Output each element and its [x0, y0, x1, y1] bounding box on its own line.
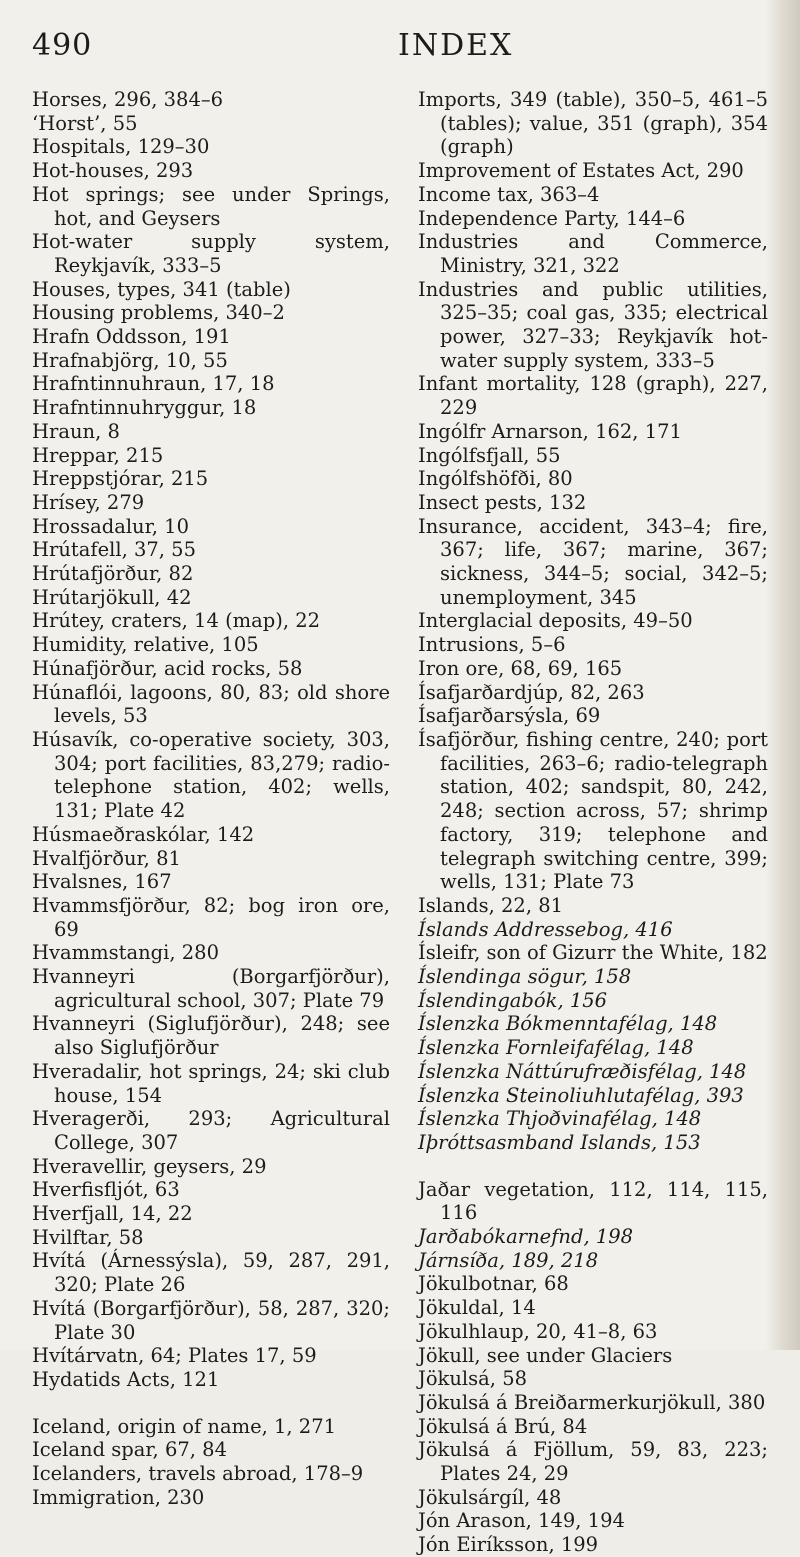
index-entry: Industries and Commerce, Ministry, 321, 322 [418, 230, 768, 277]
index-entry: Insurance, accident, 343–4; fire, 367; life, 367; marine, 367; sickness, 344–5; social, 342–5; unemployment, 345 [418, 514, 768, 609]
index-entry: Hveradalir, hot springs, 24; ski club house, 154 [32, 1059, 390, 1107]
index-entry: Hvanneyri (Siglufjörður), 248; see also Siglufjörður [32, 1012, 390, 1060]
index-entry: Íslenzka Bókmenntafélag, 148 [418, 1012, 718, 1036]
index-entry: Ísafjarðardjúp, 82, 263 [418, 680, 645, 704]
index-entry: Jökulbotnar, 68 [418, 1272, 569, 1296]
index-entry: Hrossadalur, 10 [32, 514, 189, 538]
index-entry: Hvanneyri (Borgarfjörður), agricultural school, 307; Plate 79 [32, 965, 390, 1012]
index-entry: Iceland, origin of name, 1, 271 [32, 1414, 337, 1438]
index-entry: Íslenzka Náttúrufræðisfélag, 148 [418, 1059, 747, 1083]
index-entry: Íslenzka Thjoðvinafélag, 148 [418, 1107, 702, 1131]
page-number: 490 [32, 28, 93, 63]
index-entry: Ísafjörður, fishing centre, 240; port facilities, 263–6; radio-telegraph station, 402; sandspit, 80, 242, 248; section across, 57; shrimp factory, 319; telephone and telegraph switching centre, 399; wells, 131; Plate 73 [418, 727, 768, 894]
index-entry: Hrútey, craters, 14 (map), 22 [32, 609, 321, 633]
index-entry: Hrútafjörður, 82 [32, 562, 194, 586]
index-entry: Hveragerði, 293; Agricultural College, 307 [32, 1107, 390, 1154]
index-entry: Humidity, relative, 105 [32, 633, 259, 657]
index-entry: Hvammsfjörður, 82; bog iron ore, 69 [32, 893, 390, 941]
index-entry: Improvement of Estates Act, 290 [418, 159, 744, 183]
index-entry: Interglacial deposits, 49–50 [418, 609, 693, 633]
index-entry: Jökulsá á Fjöllum, 59, 83, 223; Plates 24, 29 [418, 1438, 768, 1486]
index-entry: Jökuldal, 14 [418, 1296, 536, 1320]
index-entry: Hrútarjökull, 42 [32, 585, 192, 609]
index-entry: Hvítá (Árnessýsla), 59, 287, 291, 320; Plate 26 [32, 1249, 390, 1297]
index-entry: Houses, types, 341 (table) [32, 277, 291, 301]
page-edge-shadow [766, 0, 800, 1350]
index-entry: Jökulsárgíl, 48 [418, 1485, 562, 1509]
index-entry: Jarðabókarnefnd, 198 [418, 1225, 634, 1249]
index-entry: Íslendinga sögur, 158 [418, 965, 632, 989]
index-entry: Hrafnabjörg, 10, 55 [32, 348, 228, 372]
index-entry: Hot springs; see under Springs, hot, and Geysers [32, 182, 390, 230]
index-entry: Hverfisfljót, 63 [32, 1178, 180, 1202]
index-entry: Ísleifr, son of Gizurr the White, 182 [418, 941, 768, 965]
index-entry: Hvilftar, 58 [32, 1225, 144, 1249]
index-entry: Iron ore, 68, 69, 165 [418, 656, 623, 680]
index-entry: Járnsíða, 189, 218 [418, 1248, 599, 1272]
index-entry: Islands, 22, 81 [418, 893, 564, 917]
index-entry: Húsavík, co-operative society, 303, 304; port facilities, 83,279; radio-telephone station, 402; wells, 131; Plate 42 [32, 727, 390, 823]
index-entry: Hvammstangi, 280 [32, 941, 219, 965]
index-entry: Imports, 349 (table), 350–5, 461–5 (tables); value, 351 (graph), 354 (graph) [418, 88, 768, 159]
page-header [0, 28, 800, 68]
index-entry: Jökulsá, 58 [418, 1367, 528, 1391]
index-entry: Icelanders, travels abroad, 178–9 [32, 1462, 364, 1486]
index-entry: Ingólfsfjall, 55 [418, 443, 561, 467]
index-entry: Jökulsá á Breiðarmerkurjökull, 380 [418, 1390, 766, 1414]
index-entry: Hospitals, 129–30 [32, 135, 210, 159]
index-entry: Ingólfr Arnarson, 162, 171 [418, 419, 682, 443]
index-entry: Hvítá (Borgarfjörður), 58, 287, 320; Plate 30 [32, 1296, 390, 1344]
index-entry: Independence Party, 144–6 [418, 206, 686, 230]
index-entry: Jón Arason, 149, 194 [418, 1509, 625, 1533]
running-title: INDEX [398, 28, 514, 63]
index-entry: Húsmaeðraskólar, 142 [32, 822, 255, 846]
index-entry: ‘Horst’, 55 [32, 111, 138, 135]
index-entry: Hreppar, 215 [32, 443, 164, 467]
index-entry: Húnafjörður, acid rocks, 58 [32, 656, 303, 680]
index-entry: Íslendingabók, 156 [418, 988, 608, 1012]
index-entry: Íslenzka Fornleifafélag, 148 [418, 1036, 694, 1060]
index-entry: Jökulhlaup, 20, 41–8, 63 [418, 1319, 658, 1343]
index-entry: Hot-houses, 293 [32, 159, 194, 183]
index-entry: Húnaflói, lagoons, 80, 83; old shore levels, 53 [32, 680, 390, 728]
index-entry: Íslenzka Steinoliuhlutafélag, 393 [418, 1083, 744, 1107]
index-entry: Iþróttsasmband Islands, 153 [418, 1130, 701, 1154]
index-entry: Jaðar vegetation, 112, 114, 115, 116 [418, 1177, 768, 1225]
index-entry: Ingólfshöfði, 80 [418, 467, 573, 491]
index-entry: Insect pests, 132 [418, 490, 587, 514]
index-entry: Hydatids Acts, 121 [32, 1367, 220, 1391]
index-entry: Horses, 296, 384–6 [32, 88, 224, 111]
index-entry: Iceland spar, 67, 84 [32, 1438, 227, 1462]
index-entry: Hrafntinnuhryggur, 18 [32, 396, 257, 420]
index-entry: Hvítárvatn, 64; Plates 17, 59 [32, 1344, 317, 1368]
index-entry: Ísafjarðarsýsla, 69 [418, 704, 601, 728]
index-entry: Hot-water supply system, Reykjavík, 333–5 [32, 230, 390, 277]
index-entry: Hveravellir, geysers, 29 [32, 1154, 267, 1178]
index-entry: Intrusions, 5–6 [418, 633, 566, 657]
index-entry: Housing problems, 340–2 [32, 301, 285, 325]
index-entry: Jökulsá á Brú, 84 [418, 1414, 588, 1438]
index-entry: Hrútafell, 37, 55 [32, 538, 196, 562]
index-entry: Immigration, 230 [32, 1485, 205, 1509]
index-entry: Industries and public utilities, 325–35; coal gas, 335; electrical power, 327–33; Reykjavík hot-water supply system, 333–5 [418, 277, 768, 372]
index-entry: Income tax, 363–4 [418, 182, 600, 206]
index-entry: Íslands Addressebog, 416 [418, 917, 673, 941]
index-entry: Hvalsnes, 167 [32, 870, 172, 894]
index-entry: Hvalfjörður, 81 [32, 846, 181, 870]
index-column-right [418, 88, 768, 1557]
index-entry: Hrafntinnuhraun, 17, 18 [32, 372, 275, 396]
index-entry: Hrísey, 279 [32, 490, 145, 514]
index-entry: Hraun, 8 [32, 419, 120, 443]
index-entry: Jökull, see under Glaciers [418, 1343, 673, 1367]
index-entry: Hreppstjórar, 215 [32, 467, 209, 491]
index-entry: Hrafn Oddsson, 191 [32, 325, 231, 349]
index-entry: Infant mortality, 128 (graph), 227, 229 [418, 372, 768, 420]
index-entry: Hverfjall, 14, 22 [32, 1202, 193, 1226]
index-entry: Jón Eiríksson, 199 [418, 1533, 599, 1557]
index-column-left [32, 88, 390, 1509]
